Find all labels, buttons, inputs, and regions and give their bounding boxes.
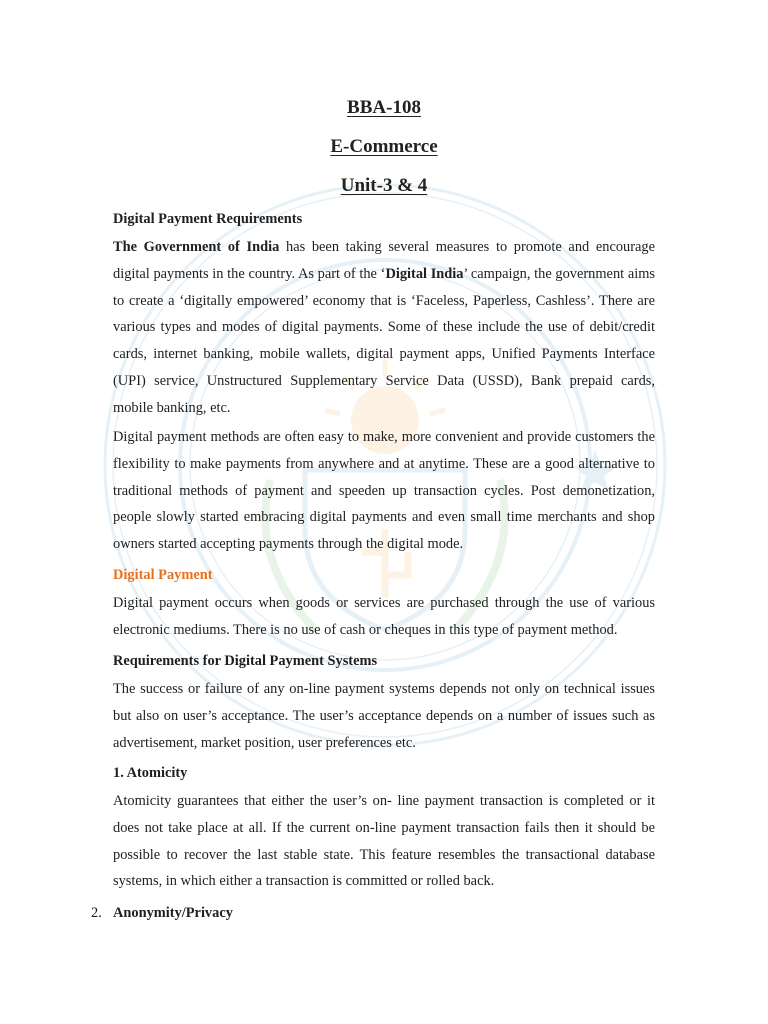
document-title-code: BBA-108: [347, 97, 421, 118]
section-heading-digital-payment: Digital Payment: [113, 567, 213, 583]
paragraph-government-intro: [113, 234, 655, 422]
paragraph-text: has been taking several measures to promote and encourage digital payments in the country. As part of the ‘: [113, 239, 655, 282]
section-heading-requirements-systems: Requirements for Digital Payment Systems: [113, 653, 378, 669]
item-heading-anonymity-privacy: Anonymity/Privacy: [113, 905, 233, 921]
paragraph-success-failure: The success or failure of any on-line payment systems depends not only on technical issues but also on user’s acceptance. The user’s acceptance depends on a number of issues such as advertisement, market position, user preferences etc.: [113, 681, 655, 751]
paragraph-digital-payment-definition: Digital payment occurs when goods or services are purchased through the use of various electronic mediums. There is no use of cash or cheques in this type of payment method.: [113, 595, 655, 638]
digital-india-bold: Digital India: [385, 265, 464, 282]
item-heading-atomicity: 1. Atomicity: [113, 765, 188, 781]
list-number-2: 2.: [91, 905, 102, 921]
document-title-unit: Unit-3 & 4: [340, 175, 428, 196]
paragraph-text: ’ campaign, the government aims to create a ‘digitally empowered’ economy that is ‘Faceless, Paperless, Cashless’. There are various types and modes of digital payments. Some of these include the use of debit/credit cards, internet banking, mobile wallets, digital payment apps, Unified Payments Interface (UPI) service, Unstructured Supplementary Service Data (USSD), Bank prepaid cards, mobile banking, etc.: [113, 265, 655, 416]
document-title-subject: E-Commerce: [330, 136, 438, 157]
government-of-india-bold: The Government of India: [113, 239, 280, 255]
paragraph-atomicity: Atomicity guarantees that either the user’s on- line payment transaction is completed or it does not take place at all. If the current on-line payment transaction fails then it should be possible to recover the last stable state. This feature resembles the transactional database systems, in which either a transaction is committed or rolled back.: [113, 793, 655, 890]
paragraph-digital-payment-methods: Digital payment methods are often easy to make, more convenient and provide customers the flexibility to make payments from anywhere and at anytime. These are a good alternative to traditional methods of payment and speeden up transaction cycles. Post demonetization, people slowly started embracing digital payments and even small time merchants and shop owners started accepting payments through the digital mode.: [113, 429, 655, 553]
section-heading-requirements: Digital Payment Requirements: [113, 211, 303, 227]
